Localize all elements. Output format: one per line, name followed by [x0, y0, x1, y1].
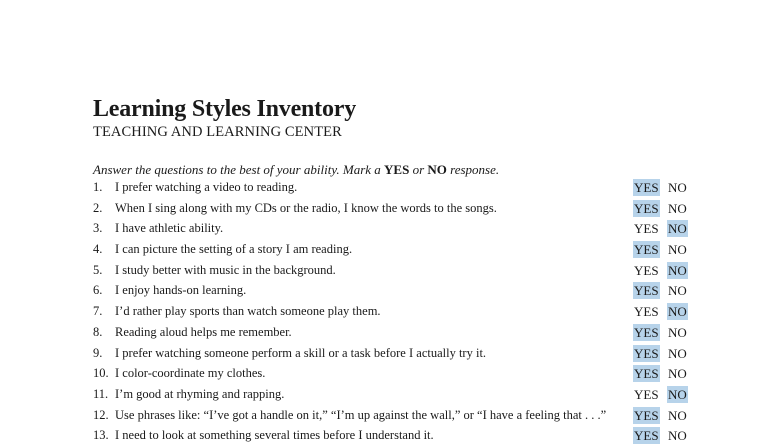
answer-no[interactable]: NO: [668, 386, 687, 402]
answer-yes[interactable]: YES: [634, 428, 659, 444]
answer-yes[interactable]: YES: [634, 283, 659, 299]
question-text: When I sing along with my CDs or the radio, I know the words to the songs.: [115, 200, 497, 215]
answer-no[interactable]: NO: [668, 304, 687, 320]
question-text: I enjoy hands-on learning.: [115, 283, 247, 298]
page-subtitle: TEACHING AND LEARNING CENTER: [93, 124, 342, 140]
answer-no[interactable]: NO: [668, 345, 687, 361]
question-text: I’m good at rhyming and rapping.: [115, 386, 285, 401]
question-row: [93, 198, 713, 219]
question-row: [93, 343, 713, 364]
question-row: [93, 384, 713, 405]
question-number: 6.: [93, 283, 103, 298]
question-number: 2.: [93, 200, 103, 215]
question-row: [93, 322, 713, 343]
question-text: I color-coordinate my clothes.: [115, 366, 266, 381]
question-row: [93, 425, 713, 446]
answer-no[interactable]: NO: [668, 366, 687, 382]
instructions-no: NO: [427, 162, 447, 177]
question-row: [93, 405, 713, 426]
answer-no[interactable]: NO: [668, 262, 687, 278]
question-number: 1.: [93, 180, 103, 194]
answer-no[interactable]: NO: [668, 407, 687, 423]
question-number: 4.: [93, 242, 103, 257]
answer-yes[interactable]: YES: [634, 386, 659, 402]
question-number: 7.: [93, 304, 103, 319]
answer-yes[interactable]: YES: [634, 221, 659, 237]
answer-no[interactable]: NO: [668, 180, 687, 195]
page-title: Learning Styles Inventory: [93, 96, 357, 122]
answer-yes[interactable]: YES: [634, 262, 659, 278]
question-number: 10.: [93, 366, 109, 381]
question-text: I’d rather play sports than watch someone play them.: [115, 304, 381, 319]
answer-yes[interactable]: YES: [634, 407, 659, 423]
question-row: [93, 177, 713, 198]
question-text: I need to look at something several times before I understand it.: [115, 428, 434, 443]
answer-yes[interactable]: YES: [634, 304, 659, 320]
question-row: [93, 363, 713, 384]
question-text: Reading aloud helps me remember.: [115, 324, 292, 339]
answer-yes[interactable]: YES: [634, 345, 659, 361]
question-text: I study better with music in the background.: [115, 262, 336, 277]
instructions-yes: YES: [384, 162, 410, 177]
question-row: [93, 218, 713, 239]
question-text: I prefer watching someone perform a skill or a task before I actually try it.: [115, 345, 487, 360]
answer-no[interactable]: NO: [668, 324, 687, 340]
answer-no[interactable]: NO: [668, 283, 687, 299]
question-row: [93, 301, 713, 322]
answer-yes[interactable]: YES: [634, 324, 659, 340]
question-text: I have athletic ability.: [115, 221, 224, 236]
question-row: [93, 239, 713, 260]
answer-no[interactable]: NO: [668, 242, 687, 258]
answer-yes[interactable]: YES: [634, 180, 659, 195]
question-list: [93, 177, 713, 446]
question-text: I can picture the setting of a story I am reading.: [115, 242, 353, 257]
answer-yes[interactable]: YES: [634, 200, 659, 216]
instructions-text: Answer the questions to the best of your ability. Mark a: [93, 162, 385, 177]
question-number: 3.: [93, 221, 103, 236]
answer-yes[interactable]: YES: [634, 366, 659, 382]
answer-yes[interactable]: YES: [634, 242, 659, 258]
question-number: 13.: [93, 428, 109, 443]
question-number: 9.: [93, 345, 103, 360]
question-number: 5.: [93, 262, 103, 277]
instructions-end: response.: [446, 162, 500, 177]
question-number: 8.: [93, 324, 103, 339]
answer-no[interactable]: NO: [668, 200, 687, 216]
instructions-or: or: [409, 162, 428, 177]
question-number: 11.: [93, 386, 109, 401]
question-row: [93, 260, 713, 281]
answer-no[interactable]: NO: [668, 221, 687, 237]
question-number: 12.: [93, 407, 109, 422]
answer-no[interactable]: NO: [668, 428, 687, 444]
question-text: I prefer watching a video to reading.: [115, 180, 298, 194]
question-text: Use phrases like: “I’ve got a handle on it,” “I’m up against the wall,” or “I have a feeling that . . .”: [115, 407, 607, 422]
question-row: [93, 280, 713, 301]
